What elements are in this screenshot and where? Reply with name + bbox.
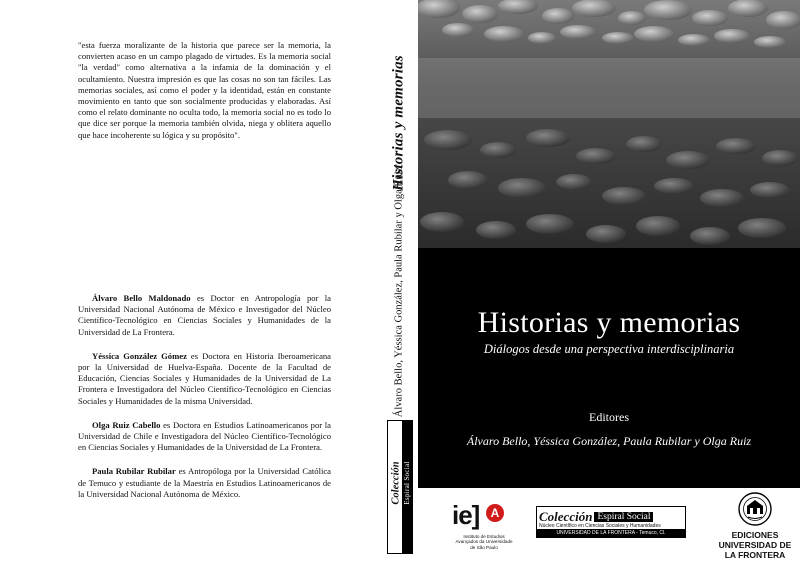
editors-label: Editores: [589, 410, 629, 424]
ie-usp-logo: [452, 500, 513, 570]
editors-names: Álvaro Bello, Yéssica González, Paula Rubilar y Olga Ruiz: [466, 434, 752, 448]
front-cover: [418, 0, 800, 573]
book-subtitle: Diálogos desde una perspectiva interdisciplinaria: [483, 342, 735, 356]
publisher-logos: [418, 488, 800, 573]
coll-name: Espiral Social: [594, 512, 653, 522]
bio-yessica-gonzalez: [78, 351, 331, 407]
author-bios: [78, 293, 331, 513]
bio-olga-ruiz: [78, 420, 331, 454]
bio-alvaro-bello: [78, 293, 331, 338]
bio-text: es Doctora en Estudios Latinoamericanos por la Universidad de Chile e Investigadora del Núcleo Científico-Tecnológico en Ciencias Sociales y Humanidades de la Universidad de La Frontera.: [78, 419, 331, 453]
spine-collection-logo: [387, 420, 413, 554]
cover-photo-river-stones: [418, 0, 800, 248]
bio-name: Yéssica González Gómez: [92, 350, 187, 361]
spine-title: Historias y memorias: [390, 55, 407, 191]
book-spine: [383, 0, 415, 573]
publisher-name: EDICIONES UNIVERSIDAD DE LA FRONTERA: [718, 530, 792, 560]
spine-collection-name: Espiral Social: [403, 461, 411, 505]
stones-illustration: [418, 0, 800, 248]
coll-university-line: UNIVERSIDAD DE LA FRONTERA - Temuco, Cl.: [537, 529, 685, 537]
ie-mark: ie]: [452, 500, 480, 530]
coll-nucleo-line: Núcleo Científico en Ciencias Sociales y Humanidades: [539, 523, 661, 529]
ie-caption: Instituto de Estudios Avançados da Universidade de São Paulo: [455, 534, 513, 550]
bio-paula-rubilar: [78, 466, 331, 500]
spine-editors: Álvaro Bello, Yéssica González, Paula Rubilar y Olga Ruiz: [393, 166, 405, 418]
bio-name: Paula Rubilar Rubilar: [92, 466, 176, 477]
coll-word: Colección: [539, 509, 593, 524]
ie-circle-badge: A: [486, 504, 504, 522]
ufro-logo: [714, 492, 796, 572]
bio-text: es Doctora en Historia Iberoamericana por la Universidad de Huelva-España. Docente de la Facultad de Educación, Ciencias Sociales y Humanidades de la Universidad de La Frontera e Investigadora del Núcleo Científico-Tecnológico en Ciencias Sociales y Humanidades de la misma Universidad.: [78, 350, 331, 406]
bio-name: Olga Ruiz Cabello: [92, 419, 161, 430]
spine-collection-word: Colección: [390, 461, 402, 505]
ufro-emblem-icon: [738, 492, 772, 526]
spine-editors-area: [383, 166, 415, 418]
bio-name: Álvaro Bello Maldonado: [92, 293, 191, 303]
back-cover-quote: "esta fuerza moralizante de la historia que parece ser la memoria, la convierten acaso en un campo plagado de virtudes. Es la memoria social "la verdad" como alternativa a la infamia de la dominación y el ocultamiento. Nuestra impresión es que las cosas no son tan fáciles. Las memorias sociales, así como el poder y la identidad, están en constante movimiento en tanto que son socialmente producidas y elaboradas. Así como el relato dominante no oculta todo, la memoria social no es todo lo que dice ser porque la memoria también olvida, niega y oblitera aquello que hace incoherente su lógica y su propósito".: [78, 40, 331, 140]
bio-text: es Antropóloga por la Universidad Católica de Temuco y estudiante de la Maestría en Estudios Latinoamericanos de la Universidad Nacional Autónoma de México.: [78, 466, 331, 499]
bio-text: es Doctor en Antropología por la Universidad Nacional Autónoma de México e Investigador del Núcleo Científico-Tecnológico en Ciencias Sociales y Humanidades de la Universidad de La Frontera.: [78, 293, 331, 337]
title-block: [418, 248, 800, 488]
back-cover: [0, 0, 380, 573]
coleccion-espiral-social-logo: [536, 506, 686, 538]
spine-collection-band: [402, 421, 412, 553]
book-title: Historias y memorias: [477, 306, 741, 339]
